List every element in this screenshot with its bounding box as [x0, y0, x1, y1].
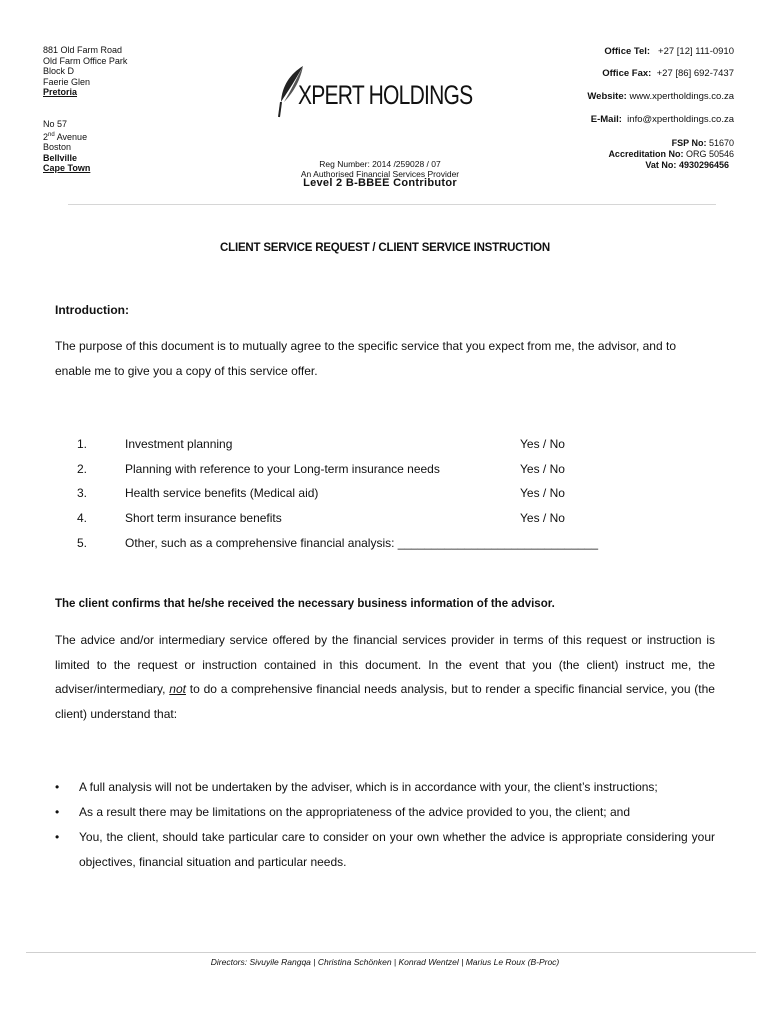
company-registration [250, 159, 510, 179]
email-link[interactable]: info@xpertholdings.co.za [627, 114, 734, 125]
website: Website: www.xpertholdings.co.za [587, 91, 734, 102]
fsp-number: FSP No: 51670 [671, 138, 734, 148]
website-link[interactable]: www.xpertholdings.co.za [629, 91, 734, 102]
list-item: 3. Health service benefits (Medical aid) Yes / No [77, 486, 565, 500]
vat-number: Vat No: 4930296456 [645, 160, 729, 170]
list-item: 1. Investment planning Yes / No [77, 437, 565, 451]
list-item: • As a result there may be limitations on the appropriateness of the advice provided to you, the client; and [55, 805, 630, 819]
list-item: • A full analysis will not be undertaken by the adviser, which is in accordance with your, the client’s instructions; [55, 780, 658, 794]
address-line: Old Farm Office Park [43, 55, 128, 66]
intro-heading: Introduction: [55, 303, 129, 317]
header-divider [68, 204, 716, 205]
confirm-heading: The client confirms that he/she received the necessary business information of the advisor. [55, 598, 555, 610]
address-line: No 57 [43, 119, 68, 129]
address-line: Boston [43, 142, 72, 152]
footer-divider [26, 952, 756, 953]
fsp-statement: An Authorised Financial Services Provider [300, 169, 460, 179]
office-address-cape-town [43, 119, 90, 174]
yes-no-option[interactable]: Yes / No [520, 511, 565, 525]
other-service-field[interactable]: Other, such as a comprehensive financial analysis: ______________________________ [125, 536, 599, 550]
yes-no-option[interactable]: Yes / No [520, 437, 565, 451]
address-line: Block D [43, 66, 75, 76]
bbee-level: Level 2 B-BBEE Contributor [303, 177, 457, 189]
yes-no-option[interactable]: Yes / No [520, 486, 565, 500]
accreditation-number: Accreditation No: ORG 50546 [608, 149, 734, 159]
document-title: CLIENT SERVICE REQUEST / CLIENT SERVICE INSTRUCTION [220, 242, 550, 254]
office-address-pretoria [43, 45, 127, 98]
company-logo [276, 64, 473, 119]
address-city: Pretoria [43, 87, 78, 97]
address-city: Cape Town [43, 163, 91, 173]
list-item: 5. Other, such as a comprehensive financial analysis: ______________________________ [77, 536, 599, 550]
reg-number: Reg Number: 2014 /259028 / 07 [319, 159, 441, 169]
office-fax: Office Fax: +27 [86] 692-7437 [602, 68, 734, 79]
scope-paragraph: The advice and/or intermediary service offered by the financial services provider in terms of this request or instruction is limited to the request or instruction contained in this document. In the event that you (the client) instruct me, the adviser/intermediary, not to do a comprehensive financial needs analysis, but to render a specific financial service, you (the client) understand that: [55, 633, 715, 721]
list-item: 2. Planning with reference to your Long-term insurance needs Yes / No [77, 462, 565, 476]
registration-numbers [608, 138, 734, 171]
address-line: 2nd Avenue [43, 131, 88, 142]
list-item: 4. Short term insurance benefits Yes / No [77, 511, 565, 525]
address-line: Faerie Glen [43, 76, 91, 87]
email: E-Mail: info@xpertholdings.co.za [590, 114, 734, 125]
office-tel: Office Tel: +27 [12] 111-0910 [604, 46, 734, 57]
list-item: • You, the client, should take particular care to consider on your own whether the advice is appropriate considering your objectives, financial situation and particular needs. [55, 830, 715, 869]
directors-footer: Directors: Sivuyile Rangqa | Christina Schönken | Konrad Wentzel | Marius Le Roux (B-Proc) [210, 957, 560, 967]
address-line: 881 Old Farm Road [43, 45, 123, 55]
yes-no-option[interactable]: Yes / No [520, 462, 565, 476]
company-name: XPERT HOLDINGS [298, 80, 473, 110]
address-suburb: Bellville [43, 152, 78, 163]
intro-text: The purpose of this document is to mutually agree to the specific service that you expect from me, the advisor, and to enable me to give you a copy of this service offer. [55, 339, 676, 378]
